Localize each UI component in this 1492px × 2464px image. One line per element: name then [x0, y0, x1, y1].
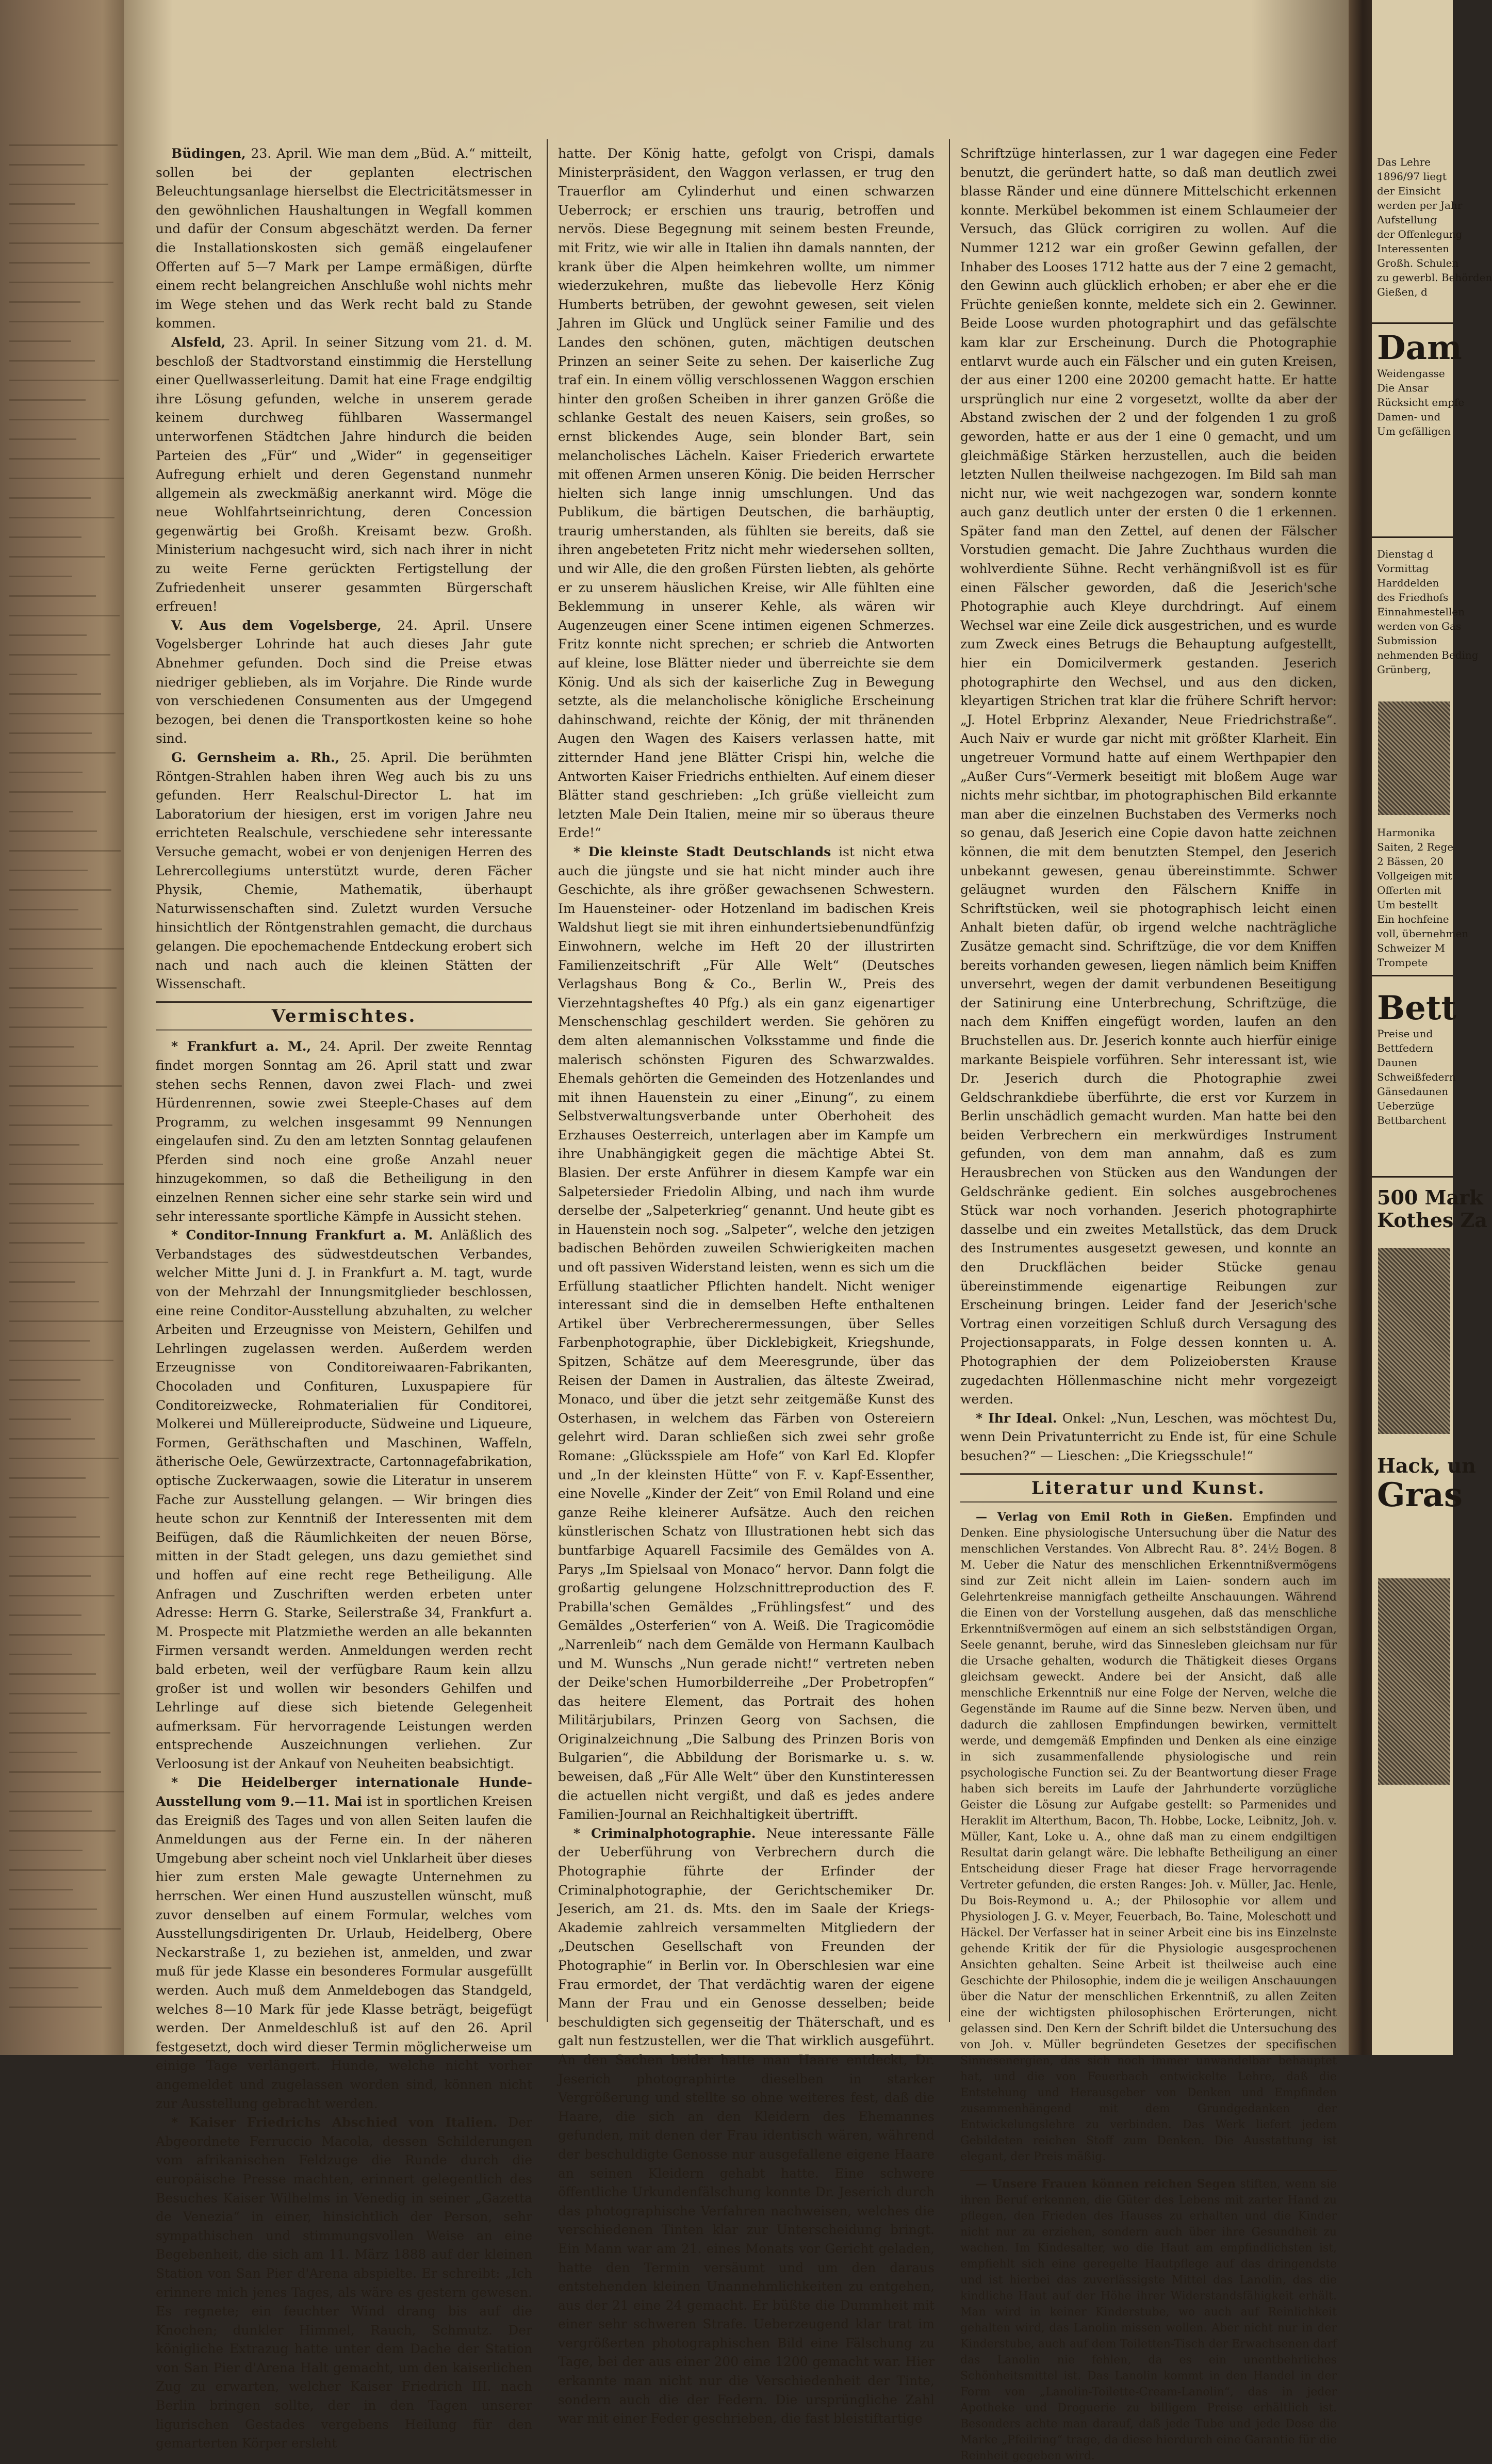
ad-illustration — [1378, 1248, 1450, 1434]
article-lead: G. Gernsheim a. Rh., — [171, 750, 340, 765]
bleed-through-line — [9, 1771, 101, 1773]
bleed-through-line — [9, 1614, 81, 1616]
ad-line: Saiten, 2 Rege — [1377, 841, 1454, 853]
column-1 — [156, 144, 533, 2451]
bleed-through-line — [9, 1556, 124, 1557]
bleed-through-line — [9, 164, 85, 166]
ad-line: Einnahmestellen — [1377, 606, 1465, 618]
ad-heading: Gras — [1377, 1476, 1463, 1514]
ad-line: Schweizer M — [1377, 942, 1445, 954]
article-paragraph — [156, 333, 532, 616]
bleed-through-line — [9, 1516, 76, 1518]
bleed-through-line — [9, 1242, 85, 1244]
ad-line: nehmenden Beding — [1377, 649, 1479, 661]
bleed-through-line — [9, 850, 121, 852]
bleed-through-line — [9, 1281, 75, 1283]
article-text: 24. April. Der zweite Renntag findet morgen Sonntag am 26. April statt und zwar stehen sechs Rennen, davon zwei Flach- und zwei Hürdenrennen, sowie zwei Steeple-Chases auf dem Programm, zu welchen insgesammt 99 Nennungen eingelaufen sind. Zu den am letzten Sonntag gelaufenen Pferden sind noch eine große Anzahl neuer hinzugekommen, so daß die Betheiligung in den einzelnen Rennen sicher eine sehr starke sein wird und sehr interessante sportliche Kämpfe in Aussicht stehen. — [156, 1039, 532, 1224]
article-lead: * Conditor-Innung Frankfurt a. M. — [171, 1228, 433, 1243]
bleed-through-line — [9, 1222, 118, 1224]
ad-line: Offerten mit — [1377, 884, 1441, 896]
ad-line: Die Ansar — [1377, 382, 1429, 394]
next-page-notice-dienstag — [1377, 547, 1479, 677]
ad-line: 2 Bässen, 20 — [1377, 855, 1444, 868]
bleed-through-line — [9, 1379, 80, 1381]
bleed-through-line — [9, 1673, 96, 1675]
ad-line: 1896/97 liegt — [1377, 170, 1447, 183]
bleed-through-line — [9, 811, 73, 812]
bleed-through-line — [9, 1693, 120, 1694]
bleed-through-line — [9, 1320, 123, 1322]
ad-subheading: Hack, un — [1377, 1454, 1476, 1477]
bleed-through-line — [9, 1477, 86, 1479]
ad-line: Das Lehre — [1377, 156, 1431, 168]
ad-line: Submission — [1377, 634, 1437, 647]
next-page-ad-dame — [1377, 329, 1465, 438]
ad-line: Großh. Schulen — [1377, 257, 1459, 269]
ad-line: Harddelden — [1377, 577, 1439, 589]
article-paragraph — [156, 1037, 532, 1226]
bleed-through-line — [9, 203, 75, 205]
next-page-rule — [1372, 975, 1453, 976]
bleed-through-line — [9, 772, 83, 773]
literature-section — [960, 1509, 1337, 2464]
next-page-ad-harmonika — [1377, 825, 1469, 970]
ad-line: Daunen — [1377, 1056, 1418, 1069]
bleed-through-line — [9, 1144, 79, 1146]
bleed-through-line — [9, 1967, 111, 1969]
ad-line: voll, übernehmen — [1377, 927, 1469, 940]
bleed-through-line — [9, 536, 81, 538]
previous-page-edge — [0, 0, 137, 2055]
article-paragraph — [156, 1226, 532, 1773]
section-heading: Literatur und Kunst. — [960, 1473, 1337, 1504]
bleed-through-line — [9, 1007, 84, 1008]
bleed-through-line — [9, 1654, 72, 1655]
bleed-through-line — [9, 517, 114, 518]
bleed-through-line — [9, 1928, 121, 1930]
article-paragraph — [558, 843, 934, 1824]
bleed-through-line — [9, 321, 104, 322]
ad-line: Um bestellt — [1377, 899, 1438, 911]
bleed-through-line — [9, 1987, 78, 1988]
bleed-through-line — [9, 1497, 109, 1498]
ad-line: Dienstag d — [1377, 548, 1434, 560]
bleed-through-line — [9, 2006, 102, 2008]
article-divider — [960, 2170, 1337, 2171]
bleed-through-line — [9, 1262, 108, 1263]
bleed-through-line — [9, 144, 118, 146]
bleed-through-line — [9, 556, 105, 558]
article-paragraph — [156, 1773, 532, 2113]
next-page-rule — [1372, 536, 1453, 538]
next-page-ad-betten — [1377, 989, 1456, 1128]
ad-line: Bettbarchent — [1377, 1114, 1446, 1127]
bleed-through-line — [9, 615, 120, 616]
article-paragraph — [156, 616, 532, 748]
newspaper-page — [124, 0, 1349, 2463]
ad-line: Gänsedaunen — [1377, 1085, 1449, 1098]
article-lead: — Unsere Frauen können reichen Segen — [976, 2177, 1236, 2191]
article-text: Der Abgeordnete Ferruccio Macola, dessen Schilderungen vom afrikanischen Feldzuge die Runde durch die europäische Presse machten, erinnert gelegentlich des Besuches Kaiser Wilhelms in Venedig in seiner „Gazetta de Venezia“ in einer, hinsichtlich der Person, sehr sympathischen und stimmungsvollen Weise an eine Begebenheit, die sich am 11. März 1888 auf der kleinen Station von San Pier d'Arena abspielte. Er schreibt: „Ich erinnere mich jenes Tages, als wäre es gestern gewesen. Es regnete; ein feuchter Wind drang bis auf die Knochen; dunkler Himmel, Rauch, Schmutz. Der königliche Extrazug hatte unter dem Dache der Station von San Pier d'Arena Halt gemacht, um den kaiserlichen Zug zu erwarten, welcher Kaiser Friedrich III. nach Berlin bringen sollte, der in den Tagen unserer ligurischen Gestades vergebens Heilung für den gemarterten Körper ersleht — [156, 2115, 532, 2451]
bleed-through-line — [9, 1948, 88, 1949]
article-text: 25. April. Die berühmten Röntgen-Strahlen haben ihren Weg auch bis zu uns gefunden. Herr Realschul-Director L. hat im Laboratorium der hiesigen, erst im vorigen Jahre neu errichteten Realschule, verschiedene sehr interessante Versuche gemacht, wobei er von denjenigen Herren des Lehrercollegiums unterstützt wurde, deren Fächer Physik, Chemie, Mathematik, überhaupt Naturwissenschaften sind. Zuletzt wurden Versuche hinsichtlich der Röntgenstrahlen gemacht, die durchaus gelangen. Die epochemachende Entdeckung erobert sich nach und nach auch die kleinen Stätten der Wissenschaft. — [156, 750, 532, 992]
bleed-through-line — [9, 1810, 92, 1812]
bleed-through-line — [9, 438, 76, 440]
ad-line: Vollgeigen mit — [1377, 870, 1452, 882]
bleed-through-line — [9, 262, 90, 264]
article-text: stiften, wenn sie ihren Beruf erkennen, die Güter des Lebens mit zarter Hand zu pflegen, den Frieden des Hauses zu erhalten und die Kinder nicht nur zu erziehen, sondern auch über ihre Gesundheit zu wachen. Im Kindesalter, wo die Haut am empfindlichsten ist, empfiehlt sich eine geregelte Hautpflege auf das dringendste und ist hierbei das zuverlässigste Mittel das Lanolin, das die kindliche Haut auf der Höhe ihrer Widerstandsfähigkeit erhält. Man wird in keiner Kinderstube, wo auch auf Reinlichkeit gehalten wird, das Lanolin missen wollen. Aber nicht nur in der Kinderstube, auch auf dem Toiletten-Tisch der Erwachsenen darf das Lanolin nie fehlen, da es ein unentbehrliches Schönheitsmittel ist. Das Lanolin kommt in den Handel in der Form von „Lanolin-Toilette-Cream-Lanolin“, das in jeder Apotheke und Droguerie zu billigem Preise erhältlich ist. Besonders achte man darauf, daß jede Tube und jede Dose die Marke „Pfeilring“ trage, da diese hierdurch eine Garantie für die Reinheit gegeben wird. — [960, 2178, 1337, 2463]
bleed-through-line — [9, 595, 96, 597]
ad-line: Um gefälligen — [1377, 425, 1451, 437]
bleed-through-line — [9, 184, 108, 185]
article-lead: — Verlag von Emil Roth in Gießen. — [976, 1510, 1233, 1524]
bleed-through-line — [9, 576, 72, 577]
bleed-through-line — [9, 282, 113, 283]
article-text: hatte. Der König hatte, gefolgt von Crispi, damals Ministerpräsident, den Waggon verlassen, er trug den Trauerflor am Cylinderhut und einen schwarzen Ueberrock; er erschien uns traurig, betroffen und nervös. Diese Begegnung mit seinem besten Freunde, mit Fritz, wie wir alle in Italien ihn damals nannten, der krank über die Alpen heimkehren wollte, um nimmer wiederzukehren, mußte das liebevolle Herz König Humberts betrüben, der gewohnt gewesen, seit vielen Jahren im Glück und Unglück seiner Familie und des Landes den schönen, guten, mächtigen deutschen Prinzen an seiner Seite zu sehen. Der kaiserliche Zug traf ein. In einem völlig verschlossenen Waggon erschien hinter den großen Scheiben in ihrer ganzen Größe die schlanke Gestalt des neuen Kaisers, sein großes, so ernst blickendes Auge, sein blonder Bart, sein melancholisches Lächeln. Kaiser Friederich erwartete mit offenen Armen unseren König. Die beiden Herrscher hielten sich lange innig umschlungen. Und das Publikum, die bärtigen Deutschen, die barhäuptig, traurig umherstanden, als fühlten sie bereits, daß sie ihren angebeteten Fritz nicht mehr wiedersehen sollten, und wir Alle, die den großen Fürsten liebten, als gehörte er zu unserem häuslichen Kreise, wir Alle fühlten eine Beklemmung in unserer Kehle, als wären wir Augenzeugen einer Scene intimen eigenen Schmerzes. Fritz konnte nicht sprechen; er schrieb die Antworten auf kleine, lose Blätter nieder und überreichte sie dem König. Und als sich der kaiserliche Zug in Bewegung setzte, als die melancholische königliche Erscheinung dahinschwand, reichte der König, der mit thränenden Augen den Wagen des Kaisers verlassen hatte, mit zitternder Hand jene Blätter Crispi hin, welche die Antworten Kaiser Friedrichs enthielten. Auf einem dieser Blätter stand geschrieben: „Ich grüße vielleicht zum letzten Male Dein Italien, meine mir so überaus theure Erde!“ — [558, 146, 934, 841]
ad-line: werden von Gas — [1377, 620, 1462, 632]
ad-line: Aufstellung — [1377, 214, 1437, 226]
ad-heading: Dam — [1377, 329, 1462, 367]
bleed-through-line — [9, 1183, 127, 1185]
article-lead: * Frankfurt a. M., — [171, 1039, 311, 1054]
bleed-through-line — [9, 1752, 77, 1753]
bleed-through-line — [9, 380, 119, 381]
article-text: 24. April. Unsere Vogelsberger Lohrinde hat auch dieses Jahr gute Abnehmer gefunden. Doch sind die Preise etwas niedriger geblieben, als im Vorjahre. Die Rinde wurde von verschiedenen Consumenten aus der Umgegend bezogen, bei denen die Transportkosten keine so hohe sind. — [156, 617, 532, 746]
ad-line: Schweißfedern — [1377, 1071, 1456, 1083]
ad-line: Preise und — [1377, 1027, 1433, 1040]
bleed-through-line — [9, 1301, 99, 1302]
ad-line: Ueberzüge — [1377, 1100, 1434, 1112]
article-text: Onkel: „Nun, Leschen, was möchtest Du, wenn Dein Privatunterricht zu Ende ist, für eine Schule besuchen?“ — Lieschen: „Die Kriegsschule!“ — [960, 1410, 1337, 1463]
bleed-through-line — [9, 1360, 113, 1361]
column-3 — [960, 144, 1337, 2463]
ad-heading: Bett — [1377, 989, 1456, 1027]
ad-line: Weidengasse — [1377, 367, 1445, 380]
article-text: 23. April. In seiner Sitzung vom 21. d. M. beschloß der Stadtvorstand einstimmig die Herstellung einer Quellwasserleitung. Damit hat eine Frage endgiltig ihre Lösung gefunden, welche in unserem gerade keinem durchweg fühlbaren Wassermangel unterworfenen Städtchen Jahre hindurch die beiden Parteien des „Für“ und „Wider“ in gegenseitiger Aufregung erhielt und deren Gegenstand nunmehr allgemein als zweckmäßig anerkannt wird. Möge die neue Wohlfahrtseinrichtung, deren Concession gegenwärtig bei Großh. Kreisamt bezw. Großh. Ministerium nachgesucht wird, sich nach ihrer in nicht zu weite Ferne gerückten Fertigstellung der Zufriedenheit unserer gesammten Bürgerschaft erfreuen! — [156, 334, 532, 614]
bleed-through-line — [9, 752, 116, 754]
next-page-announcement — [1377, 155, 1492, 299]
next-page-edge — [1372, 0, 1492, 2055]
bleed-through-line — [9, 889, 111, 891]
bleed-through-line — [9, 948, 126, 950]
bleed-through-line — [9, 909, 78, 910]
article-lead: * Die kleinste Stadt Deutschlands — [573, 844, 831, 859]
ad-line: zu gewerbl. Behörden — [1377, 271, 1492, 284]
article-lead: * Kaiser Friedrichs Abschied von Italien. — [171, 2115, 498, 2130]
ad-line: Rücksicht empfe — [1377, 396, 1465, 409]
article-paragraph — [156, 2113, 532, 2453]
bleed-through-line — [9, 242, 123, 244]
bleed-through-line — [9, 1340, 90, 1342]
bleed-through-line — [9, 870, 88, 871]
ad-illustration — [1378, 701, 1450, 815]
bleed-through-line — [9, 693, 101, 695]
bleed-through-line — [9, 1458, 119, 1459]
article-text: ist in sportlichen Kreisen das Ereigniß des Tages und von allen Seiten laufen die Anmeldungen aus der Ferne ein. In der näheren Umgebung aber scheint noch viel Unklarheit über dieses hier zum ersten Male gewagte Unternehmen zu herrschen. Wer einen Hund auszustellen wünscht, muß zuvor denselben auf einem Formular, welches vom Ausstellungsdirigenten Dr. Urlaub, Heidelberg, Obere Neckarstraße 1, zu beziehen ist, anmelden, und zwar muß für jede Klasse ein besonderes Formular ausgefüllt werden. Auch muß dem Anmeldebogen das Standgeld, welches 8—10 Mark für jede Klasse beträgt, beigefügt werden. Der Anmeldeschluß ist auf den 26. April festgesetzt, doch wird dieser Termin möglicherweise um einige Tage verlängert. Hunde, welche nicht vorher angemeldet und zugelassen worden sind, können nicht zur Ausstellung gebracht werden. — [156, 1794, 533, 2111]
article-text: ist nicht etwa auch die jüngste und sie hat nicht minder auch ihre Geschichte, als ihre größer gewachsenen Schwestern. Im Hauensteiner- oder Hotzenland im badischen Kreis Waldshut liegt sie mit ihren einhundertsiebenundfünfzig Einwohnern, welche im Heft 20 der illustrirten Familienzeitschrift „Für Alle Welt“ (Deutsches Verlagshaus Bong & Co., Berlin W., Preis des Vierzehntagsheftes 40 Pfg.) als ein ganz eigenartiger Menschenschlag geschildert werden. Sie gehören zu dem alten alemannischen Volksstamme und finde die malerisch schönsten Figuren des Schwarzwaldes. Ehemals gehörten die Gemeinden des Hotzenlandes und mit ihnen Hauenstein zu einer „Einung“, zu einem Selbstverwaltungsverbande unter Oberhoheit des Erzhauses Oesterreich, unterlagen aber im Kampfe um ihre Unabhängigkeit gegen die mächtige Abtei St. Blasien. Der erste Anführer in diesem Kampfe war ein Salpetersieder Friedolin Albing, und nach ihm wurde derselbe der „Salpeterkrieg“ genannt. Und heute gibt es in Hauenstein noch sog. „Salpeter“, welche den jetzigen badischen Behörden zuweilen Schwierigkeiten machen und oft passiven Widerstand leisten, wenn es sich um die Erfüllung staatlicher Pflichten handelt. Nicht weniger interessant sind die in demselben Hefte enthaltenen Artikel über Verbrecherermessungen, über Selles Farbenphotographie, über Dicklebigkeit, Kriegshunde, Spitzen, Schätze auf dem Meeresgrunde, über das Reisen der Damen in Australien, das älteste Zweirad, Monaco, und über die jetzt sehr zeitgemäße Kunst des Osterhasen, in welchem das Färben von Ostereiern gelehrt wird. Daran schließen sich zwei sehr große Romane: „Glücksspiele am Hofe“ von Karl Ed. Klopfer und „In der kleinsten Hütte“ von F. v. Kapf-Essenther, eine Novelle „Kinder der Zeit“ von Emil Roland und eine ganze Reihe kleinerer Aufsätze. Auch den reichen künstlerischen Schatz von Illustrationen hebt sich das buntfarbige Aquarell Facsimile des Gemäldes von A. Parys „Im Spielsaal von Monaco“ hervor. Dann folgt die großartig gelungene Holzschnittreproduction des F. Prabilla'schen Gemäldes „Frühlingsfest“ und des Gemäldes „Osterferien“ von A. Weiß. Die Tragicomödie „Narrenleib“ nach dem Gemälde von Hermann Kaulbach und M. Wunschs „Nun gerade nicht!“ vertreten neben der Deike'schen Humorbilderreihe „Der Probetropfen“ das heitere Element, das Portrait des hohen Militärjubilars, Prinzen Georg von Sachsen, die Originalzeichnung „Die Salbung des Prinzen Boris von Bulgarien“, die Abbildung der Borismarke u. s. w. beweisen, daß „Für Alle Welt“ über den Kunstinteressen die actuellen nicht vergißt, und daß es jedes andere Familien-Journal an Reichhaltigkeit übertrifft. — [558, 844, 935, 1822]
ad-line: der Offenlegung — [1377, 228, 1463, 240]
bleed-through-line — [9, 1791, 125, 1792]
bleed-through-line — [9, 497, 91, 499]
article-paragraph — [156, 748, 532, 994]
ad-line: Vormittag — [1377, 562, 1429, 575]
bleed-through-line — [9, 1712, 87, 1714]
bleed-through-line — [9, 478, 124, 479]
article-text: Empfinden und Denken. Eine physiologische Untersuchung über die Natur des menschlichen Verstandes. Von Albrecht Rau. 8°. 24½ Bogen. 8 M. Ueber die Natur des menschlichen Erkenntnißvermögens sind zur Zeit nicht allein im Laien- sondern auch im Gelehrtenkreise mannigfach getheilte Anschauungen. Während die Einen von der Vorstellung ausgehen, daß das menschliche Erkenntnißvermögen auf einem an sich selbstständigen Organ, Seele genannt, beruhe, wird das Sinnesleben gleichsam nur für die Ursache gehalten, wodurch die Thätigkeit dieses Organs gleichsam geweckt. Andere bei der Ansicht, daß alle menschliche Erkenntniß nur eine Folge der Nerven, welche die Gegenstände im Raume auf die Sinne bezw. Nerven üben, und dadurch die zahllosen Empfindungen bewirken, vermittelt werde, und demgemäß Empfinden und Denken als eine einzige in sich zusammenfallende physiologische und rein psychologische Function sei. Zu der Beantwortung dieser Frage haben sich bereits im Laufe der Jahrhunderte vorzügliche Geister die Lösung zur Aufgabe gestellt: so Parmenides und Heraklit im Alterthum, Bacon, Th. Hobbe, Locke, Leibnitz, Joh. v. Müller, Kant, Loke u. A., ohne daß man zu einem endgiltigen Resultat darin gelangt wäre. Die lebhafte Betheiligung an einer Entscheidung dieser Frage hat dieser Frage hervorragende Vertreter gefunden, die ersten Ranges: Joh. v. Müller, Jac. Henle, Du Bois-Reymond u. A.; der Philosophie vor allem und Physiologen J. G. v. Meyer, Feuerbach, Bo. Taine, Moleschott und Häckel. Der Verfasser hat in seiner Arbeit eine bis ins Einzelnste gehende Kritik der für die Physiologie ausgesprochenen Ansichten gehalten. Seine Arbeit ist theilweise auch eine Geschichte der Philosophie, indem die je weiligen Anschauungen über die Natur der menschlichen Erkenntniß, zu allen Zeiten eine der wichtigsten philosophischen Erörterungen, nicht gelassen sind. Den Kern der Schrift bildet die Untersuchung des von Joh. v. Müller begründeten Gesetzes der specifischen Sinnesenergien, das sich noch immer unwandelbar behauptet hat, und die von Feuerbach entwickelte Lehre, daß die Entstehung und Herausgeber von Denken und Empfinden zusammenhängend mit dem Grundgedanken der Entwickelungslehre zu verbinden. Das Werk liefert jedem Gebildeten reichen Stoff zum Denken. Die Ausstattung ist elegant, der Preis mäßig. — [960, 1511, 1337, 2164]
bleed-through-line — [9, 223, 99, 224]
bleed-through-line — [9, 830, 97, 832]
bleed-through-line — [9, 1438, 95, 1440]
bleed-through-line — [9, 1164, 103, 1165]
bleed-through-line — [9, 1085, 122, 1087]
bleed-through-line — [9, 928, 102, 930]
bleed-through-line — [9, 987, 117, 989]
article-lead: * Die Heidelberger internationale Hunde-Ausstellung vom 9.—11. Mai — [156, 1775, 532, 1809]
bleed-through-line — [9, 791, 106, 793]
article-text: 23. April. Wie man dem „Büd. A.“ mitteilt, sollen bei der geplanten electrischen Beleuchtungsanlage hierselbst die Electricitätsmesser in den gewöhnlichen Haushaltungen in Wegfall kommen und dafür der Consum abgeschätzt werden. Da ferner die Installationskosten sich gemäß eingelaufener Offerten auf 5—7 Mark per Lampe ermäßigen, dürfte einem recht belangreichen Anschluße wohl nichts mehr im Wege stehen und das Werk recht bald zu Stande kommen. — [156, 146, 532, 331]
bleed-through-line — [9, 634, 87, 636]
article-lead: V. Aus dem Vogelsberge, — [171, 617, 382, 633]
article-paragraph — [558, 1824, 934, 2428]
section-heading: Vermischtes. — [156, 1001, 532, 1032]
bleed-through-line — [9, 1399, 104, 1400]
bleed-through-line — [9, 1634, 105, 1636]
ad-heading: 500 Mark — [1377, 1186, 1483, 1209]
ad-line: des Friedhofs — [1377, 591, 1449, 603]
article-text: Schriftzüge hinterlassen, zur 1 war dagegen eine Feder benutzt, die geründert hatte, so daß man deutlich zwei blasse Ränder und eine dünnere Mittelschicht erkennen konnte. Merkübel bekommen ist einem Schlaumeier der Versuch, das Glück corrigiren zu wollen. Auf die Nummer 1212 war ein großer Gewinn gefallen, der Inhaber des Looses 1712 hatte aus der 7 eine 2 gemacht, den Gewinn auch glücklich erhoben; er aber ehe er die Früchte genießen konnte, meldete sich ein 2. Gewinner. Beide Loose wurden photographirt und das gefälschte kam klar zur Erscheinung. Durch die Photographie entlarvt wurde auch ein Fälscher und ein guten Kreisen, der aus einer 1200 eine 20200 gemacht hatte. Er hatte ursprünglich nur eine 2 vorgesetzt, wollte da aber der Abstand zwischen der 2 und der folgenden 1 zu groß geworden, hatte er aus der 1 eine 0 gemacht, und um gleichmäßige Stärken herzustellen, auch die beiden letzten Nullen theilweise nachgezogen. Im Bild sah man nicht nur, wie weit nachgezogen war, sondern konnte auch ganz deutlich unter der ersten 0 die 1 erkennen. Später fand man den Zettel, auf denen der Fälscher Vorstudien gemacht. Die Jahre Zuchthaus wurden die wohlverdiente Sühne. Recht verhängnißvoll ist es für einen Fälscher geworden, daß die Jeserich'sche Photographie auch Kleye durchdringt. Auf einem Wechsel war eine Zeile dick ausgestrichen, und es wurde zum Zweck eines Betrugs die Behauptung aufgestellt, hier ein Domicilvermerk gestanden. Jeserich photographirte den Wechsel, und aus den dicken, kleyartigen Strichen trat klar die frühere Schrift hervor: „J. Hotel Erbprinz Alexander, Neue Friedrichstraße“. Auch Naiv er wurde gar nicht mit größter Klarheit. Ein ungetreuer Vormund hatte auf einem Werthpapier den „Außer Curs“-Vermerk beseitigt mit bloßem Auge war nichts mehr sichtbar, im photographischen Bild erkannte man aber die einzelnen Buchstaben des Vermerks noch so genau, daß Jeserich eine Copie davon hatte zeichnen können, die mit dem benutzten Stempel, den Jeserich unbekannt gewesen, genau übereinstimmte. Schwer geläugnet wurden den Fälschern Kniffe in Schriftstücken, weil sie photographisch leicht einen Anhalt bieten dafür, ob irgend welche nachträgliche Zusätze gemacht sind. Schriftzüge, die vor dem Kniffen bereits vorhanden gewesen, liegen nämlich beim Kniffen unversehrt, wegen der damit verbundenen Beseitigung der Satinirung eine Unterbrechung, Schriftzüge, die nach dem Kniffen eingefügt worden, laufen an den Bruchstellen aus. Dr. Jeserich konnte auch hierfür einige markante Beispiele vorführen. Sehr interessant ist, wie Dr. Jeserich durch die Photographie zwei Geldschrankdiebe überführte, die erst vor Kurzem in Berlin unschädlich gemacht wurden. Man hatte bei den beiden Verbrechern ein merkwürdiges Instrument gefunden, von dem man annahm, daß es zum Herausbrechen von Stücken aus den Wandungen der Geldschränke gedient. Ein solches ausgebrochenes Stück war noch vorhanden. Jeserich photographirte dasselbe und ein zweites Metallstück, das dem Druck des Instrumentes ausgesetzt gewesen, und konnte an den Druckflächen beider Stücke genau übereinstimmende eigenartige Reibungen zur Erscheinung bringen. Leider fand der Jeserich'sche Vortrag einen vorzeitigen Schluß durch Versagung des Projectionsapparats, in Folge dessen konnten u. A. Photographien der dem Polizeiobersten Krause zugedachten Höllenmaschine nicht mehr vorgezeigt werden. — [960, 146, 1337, 1407]
article-lead: * Criminalphotographie. — [573, 1825, 756, 1841]
ad-line: Grünberg, — [1377, 663, 1431, 676]
bleed-through-line — [9, 1830, 116, 1832]
article-lead: Büdingen, — [171, 146, 246, 161]
bleed-through-line — [9, 1105, 89, 1106]
bleed-through-line — [9, 1536, 100, 1538]
column-2 — [558, 144, 935, 2426]
bleed-through-line — [9, 732, 92, 734]
article-text: Anläßlich des Verbandstages des südwestdeutschen Verbandes, welcher Mitte Juni d. J. in Frankfurt a. M. tagt, wurde von der Mehrzahl der Innungsmitglieder beschlossen, eine reine Conditor-Ausstellung abzuhalten, zu welcher Arbeiten und Erzeugnisse von Meistern, Gehilfen und Lehrlingen zugelassen werden. Außerdem werden Erzeugnisse von Conditoreiwaaren-Fabrikanten, Chocoladen und Confituren, Luxuspapiere für Conditoreizwecke, Rohmaterialien für Conditorei, Molkerei und Müllereiproducte, Südweine und Liqueure, Formen, Geräthschaften und Maschinen, Waffeln, ätherische Oele, Gewürzextracte, Cartonnagefabrikation, optische Zuckerwaagen, sowie die Literatur in unserem Fache zur Ausstellung gelangen. — Wir bringen dies heute schon zur Kenntniß der Interessenten mit dem Beifügen, daß die Räumlichkeiten der neuen Börse, mitten in der Stadt gelegen, uns dazu gemiethet sind und hoffen auf eine recht rege Betheiligung. Alle Anfragen und Zuschriften werden erbeten unter Adresse: Herrn G. Starke, Seilerstraße 34, Frankfurt a. M. Prospecte mit Platzmiethe werden an alle bekannten Firmen versandt werden. Anmeldungen werden recht bald erbeten, weil der verfügbare Raum kein allzu großer ist und wollen wir besonders Gehilfen und Lehrlinge auf diese sich bietende Gelegenheit aufmerksam. Für hervorragende Leistungen werden entsprechende Auszeichnungen verliehen. Zur Verloosung ist der Ankauf von Neuheiten beabsichtigt. — [156, 1228, 532, 1771]
ad-illustration — [1378, 1578, 1450, 1785]
article-paragraph — [960, 2176, 1337, 2464]
bleed-through-line — [9, 458, 100, 460]
ad-line: der Einsicht — [1377, 185, 1441, 197]
article-paragraph — [960, 1409, 1337, 1466]
next-page-rule — [1372, 1176, 1453, 1178]
next-page-ad-gras — [1377, 1454, 1476, 1514]
next-page-ad-mark — [1377, 1186, 1487, 1232]
bleed-through-line — [9, 399, 86, 401]
bleed-through-line — [9, 360, 95, 362]
bleed-through-line — [9, 1066, 98, 1067]
bleed-through-line — [9, 1575, 91, 1577]
bleed-through-line — [9, 1124, 112, 1126]
bleed-through-line — [9, 1203, 94, 1204]
ad-subheading: Kothes Za — [1377, 1209, 1487, 1232]
ad-line: Damen- und — [1377, 411, 1441, 423]
bleed-through-line — [9, 1850, 83, 1851]
bleed-through-line — [9, 1026, 107, 1028]
bleed-through-line — [9, 654, 110, 656]
article-text: Neue interessante Fälle der Ueberführung von Verbrechern durch die Photographie führte der Erfinder der Criminalphotographie, der Gerichtschemiker Dr. Jeserich, am 21. ds. Mts. den im Saale der Kriegs-Akademie zahlreich versammelten Mitgliedern der „Deutschen Gesellschaft von Freunden der Photographie“ in Berlin vor. In Oberschlesien war eine Frau ermordet, der That verdächtig waren der eigene Mann der Frau und ein Genosse desselben; beide beschuldigten sich gegenseitig der Thäterschaft, und es galt nun festzustellen, wer die That wirklich ausgeführt. An den Sachen beider hatte man Haare entdeckt, Dr. Jeserich photographirte dieselben in starker Vergrößerung und stellte so ohne weiteres fest, daß die Haare, die sich an den Kleidern des Ehemannes gefunden, mit denen der Frau identisch wären, während der beschuldigte Genosse nur ausgefallene eigene Haare an seinen Kleidern gehabt hatte. Eine schwere öffentliche Urkundenfälschung konnte Dr. Jeserich durch das photographische Verfahren nachweisen, welches die verschiedenen Tinten klar zur Unterscheidung bringt. Ein Mann war am 21. eines Monats vor Gericht geladen, hatte den Termin versäumt und um den daraus entstehenden kleinen Unannehmlichkeiten zu entgehen, aus der 21 eine 24 gemacht. Er büßte die Dummheit mit einer sehr schweren Strafe. Ueberzeugend klar trat im vergrößerten photographischen Bild eine Fälschung zu Tage, bei der aus einer 200 eine 1200 gemacht war. Hier erkannte man nicht nur die Verschiedenheit der Tinte, sondern auch die der Federn. Die ursprüngliche Zahl war mit einer Feder geschrieben, die fast bleistiftartige — [558, 1825, 934, 2426]
article-lead: * Ihr Ideal. — [976, 1410, 1057, 1426]
column-rule — [547, 139, 548, 2022]
ad-line: Gießen, d — [1377, 286, 1428, 298]
article-paragraph — [960, 144, 1337, 1409]
bleed-through-line — [9, 1595, 114, 1596]
article-paragraph — [960, 1509, 1337, 2165]
bleed-through-line — [9, 674, 77, 675]
ad-line: Ein hochfeine — [1377, 913, 1449, 925]
next-page-rule — [1372, 322, 1453, 324]
bleed-through-line — [9, 340, 71, 342]
ad-line: Interessenten — [1377, 242, 1450, 255]
bleed-through-line — [9, 1732, 110, 1734]
ad-line: Harmonika — [1377, 826, 1436, 839]
bleed-through-line — [9, 1889, 73, 1890]
article-paragraph — [156, 144, 532, 333]
bleed-through-line — [9, 1869, 106, 1871]
ad-line: werden per Jahr — [1377, 199, 1463, 211]
article-paragraph — [558, 144, 934, 843]
bleed-through-line — [9, 1418, 71, 1420]
bleed-through-line — [9, 968, 93, 969]
article-lead: Alsfeld, — [171, 334, 226, 350]
bleed-through-line — [9, 419, 109, 420]
ad-line: Bettfedern — [1377, 1042, 1433, 1054]
bleed-through-line — [9, 1908, 97, 1910]
bleed-through-line — [9, 301, 80, 303]
ad-line: Trompete — [1377, 956, 1428, 969]
bleed-through-line — [9, 1046, 74, 1048]
bleed-through-line — [9, 713, 125, 714]
column-rule — [949, 139, 950, 2022]
